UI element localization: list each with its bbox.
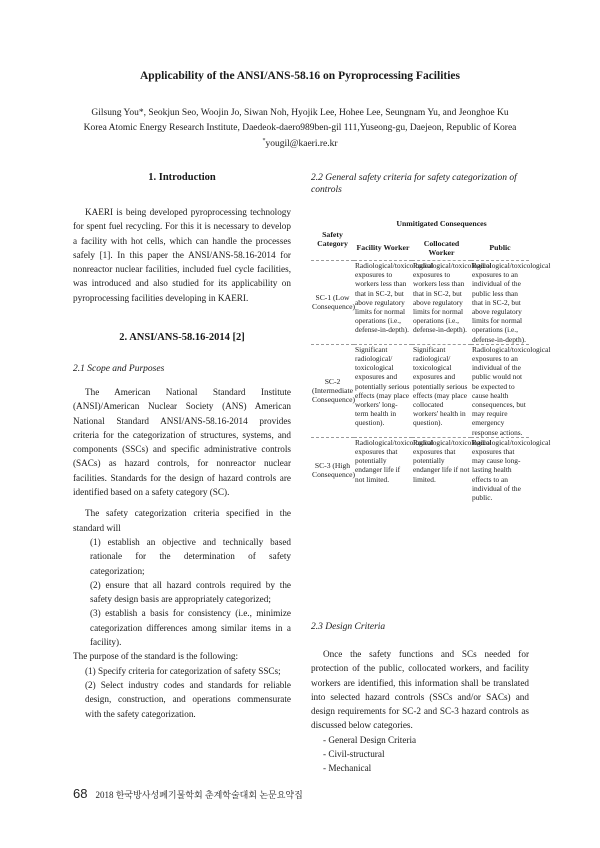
section-1-heading: 1. Introduction (148, 172, 216, 183)
table-row (311, 261, 529, 345)
criteria-item-1: (1) establish an objective and technically based rationale for the determination of safety categorization; (90, 536, 291, 576)
facility-worker-cell: Radiological/toxicological exposures to workers less than that in SC-2, but above regulatory limits for normal operations (i.e., defense-in-depth). (354, 261, 412, 345)
public-cell: Radiological/toxicological exposures that may cause long-lasting health effects to an individual of the public. (472, 437, 551, 503)
category-cell: SC-2 (Intermediate Consequence) (311, 344, 354, 437)
table-row (311, 437, 529, 502)
collocated-worker-cell: Radiological/toxicological exposures to workers less than that in SC-2, but above regulatory limits for normal operations (i.e., defense-in-depth). (412, 261, 471, 345)
header-collocated-worker: Collocated Worker (423, 238, 460, 257)
public-cell: Radiological/toxicological exposures to an individual of the public would not be expected to cause health consequences, but may require emergency response actions. (472, 344, 551, 437)
header-unmitigated-consequences: Unmitigated Consequences (396, 219, 487, 229)
affiliation: Korea Atomic Energy Research Institute, Daedeok-daero989ben-gil 111,Yuseong-gu, Daejeon, Republic of Korea (83, 123, 517, 133)
subsection-2-2-heading: 2.2 General safety criteria for safety categorization of controls (311, 173, 517, 195)
category-cell: SC-3 (High Consequence) (311, 437, 354, 502)
table-row (311, 344, 529, 437)
intro-paragraph: KAERI is being developed pyroprocessing technology for spent fuel recycling. For this it is necessary to develop a facility with hot cells, which can handle the processes safely [1]. In this paper the ANSI/ANS-58.16-2014 for nonreactor nuclear facilities, included fuel cycle facilities, was introduced and also studied for its applicability on pyroprocessing facilities developing in KAERI. (73, 207, 291, 303)
facility-worker-cell: Significant radiological/ toxicological exposures and potentially serious effects (may place workers' long-term health in question). (354, 344, 412, 437)
purpose-item-2: (2) Select industry codes and standards for reliable design, construction, and operations commensurate with the safety categorization. (85, 679, 291, 719)
email-text: yougil@kaeri.re.kr (265, 139, 338, 150)
email-marker: * (262, 138, 266, 144)
section-2-3-body (311, 647, 529, 776)
purpose-item-1: (1) Specify criteria for categorization of safety SSCs; (85, 665, 281, 676)
category-cell: SC-1 (Low Consequence) (311, 261, 354, 345)
safety-criteria-table (311, 212, 551, 503)
header-public: Public (489, 243, 511, 253)
header-facility-worker: Facility Worker (356, 243, 410, 253)
design-item-1: - General Design Criteria (323, 734, 417, 745)
collocated-worker-cell: Significant radiological/ toxicological exposures and potentially serious effects (may place collocated workers' health in question). (412, 344, 471, 437)
page-number: 68 (73, 786, 88, 801)
design-paragraph: Once the safety functions and SCs needed for protection of the public, collocated workers, and facility workers are identified, this information shall be translated into selected hazard controls (SSCs and/or SACs) and design requirements for SC-2 and SC-3 hazard controls as discussed below categories. (311, 649, 529, 731)
subsection-2-1-heading: 2.1 Scope and Purposes (73, 364, 165, 374)
collocated-worker-cell: Radiological/toxicological exposures that potentially endanger life if not limited. (412, 437, 471, 502)
section-2-1-body (73, 385, 291, 721)
scope-paragraph: The American National Standard Institute (ANSI)/American Nuclear Society (ANS) American National Standard ANSI/ANS-58.16-2014 provides criteria for the categorization of structures, systems, and components (SSCs) and specific administrative controls (SACs) as hazard controls, for nonreactor nuclear facilities. Standards for the design of hazard controls are identified based on a safety category (SC). (73, 387, 291, 498)
author-list: Gilsung You*, Seokjun Seo, Woojin Jo, Siwan Noh, Hyojik Lee, Hohee Lee, Seungnam Yu, and Jeonghoe Ku (91, 108, 509, 118)
subsection-2-3-heading: 2.3 Design Criteria (311, 622, 386, 632)
criteria-item-2: (2) ensure that all hazard controls required by the safety design basis are appropriately categorized; (90, 579, 291, 605)
section-2-heading: 2. ANSI/ANS-58.16-2014 [2] (119, 332, 245, 343)
purpose-intro: The purpose of the standard is the following: (73, 651, 239, 662)
public-cell: Radiological/toxicological exposures to an individual of the public less than that in SC-2, but above regulatory limits for normal operations (i.e., defense-in-depth). (472, 261, 551, 344)
design-item-3: - Mechanical (323, 763, 372, 774)
facility-worker-cell: Radiological/toxicological exposures that potentially endanger life if not limited. (354, 437, 412, 502)
footer-text: 2018 한국방사성폐기물학회 춘계학술대회 논문요약집 (95, 790, 303, 800)
header-safety-category: Safety Category (317, 229, 348, 248)
page-footer (73, 786, 303, 801)
section-1-body (73, 205, 291, 305)
criteria-item-3: (3) establish a basis for consistency (i.e., minimize categorization differences among similar items in a facility). (90, 608, 291, 648)
design-item-2: - Civil-structural (323, 749, 385, 760)
criteria-intro: The safety categorization criteria specified in the standard will (73, 508, 291, 533)
corresponding-email (0, 138, 600, 149)
paper-title: Applicability of the ANSI/ANS-58.16 on Pyroprocessing Facilities (140, 70, 460, 82)
